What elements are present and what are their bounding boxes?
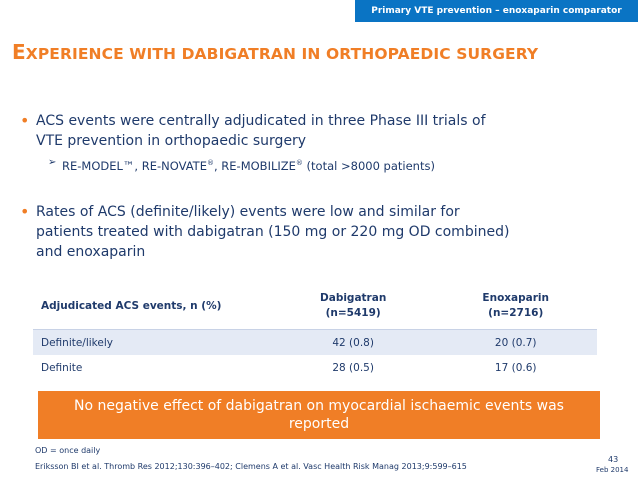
header-enoxaparin-name: Enoxaparin bbox=[482, 292, 549, 304]
table-header-row bbox=[33, 283, 597, 330]
sub-bullet-text-2: , RE-MOBILIZE bbox=[213, 158, 296, 173]
sub-bullet-trials bbox=[48, 156, 435, 173]
bullet-line: patients treated with dabigatran (150 mg or 220 mg OD combined) bbox=[36, 224, 510, 240]
abbreviation-footnote: OD = once daily bbox=[35, 446, 101, 455]
title-rest: XPERIENCE WITH DABIGATRAN IN ORTHOPAEDIC SURGERY bbox=[25, 45, 539, 63]
sub-bullet-text-1: RE-MODEL™, RE-NOVATE bbox=[62, 158, 207, 173]
cell-dabigatran: 42 (0.8) bbox=[332, 336, 374, 349]
bullet-line: Rates of ACS (definite/likely) events were low and similar for bbox=[36, 204, 460, 220]
acs-events-table bbox=[33, 283, 597, 380]
header-enoxaparin-n: (n=2716) bbox=[488, 307, 544, 319]
page-date: Feb 2014 bbox=[596, 466, 629, 474]
bullet-acs-adjudication bbox=[20, 111, 486, 151]
bullet-line: VTE prevention in orthopaedic surgery bbox=[36, 133, 307, 149]
header-dabigatran-n: (n=5419) bbox=[325, 307, 381, 319]
row-label: Definite bbox=[41, 361, 83, 374]
header-dabigatran bbox=[272, 283, 435, 330]
bullet-line: ACS events were centrally adjudicated in three Phase III trials of bbox=[36, 113, 486, 129]
title-initial: E bbox=[12, 40, 26, 64]
conclusion-text: No negative effect of dabigatran on myocardial ischaemic events was reported bbox=[74, 398, 564, 432]
section-tag: Primary VTE prevention – enoxaparin comparator bbox=[355, 0, 638, 22]
bullet-acs-rates bbox=[20, 202, 510, 262]
registered-mark: ® bbox=[206, 159, 214, 167]
page-number: 43 bbox=[608, 455, 619, 464]
conclusion-banner bbox=[38, 391, 600, 439]
registered-mark: ® bbox=[295, 159, 303, 167]
table-row bbox=[33, 330, 597, 356]
cell-enoxaparin: 20 (0.7) bbox=[494, 336, 537, 349]
sub-bullet-text-3: (total >8000 patients) bbox=[302, 158, 435, 173]
row-label: Definite/likely bbox=[41, 336, 113, 349]
cell-dabigatran: 28 (0.5) bbox=[332, 361, 374, 374]
arrow-bullet-icon: ➢ bbox=[48, 157, 57, 168]
header-dabigatran-name: Dabigatran bbox=[320, 292, 387, 304]
cell-enoxaparin: 17 (0.6) bbox=[494, 361, 537, 374]
bullet-line: and enoxaparin bbox=[36, 244, 146, 260]
bullet-dot-icon: • bbox=[20, 202, 30, 221]
header-enoxaparin bbox=[434, 283, 597, 330]
table-row bbox=[33, 355, 597, 380]
header-events: Adjudicated ACS events, n (%) bbox=[41, 299, 222, 312]
slide-title bbox=[12, 40, 632, 64]
reference-footnote: Eriksson BI et al. Thromb Res 2012;130:396–402; Clemens A et al. Vasc Health Risk Manag 2013;9:599–615 bbox=[35, 462, 467, 471]
bullet-dot-icon: • bbox=[20, 111, 30, 130]
